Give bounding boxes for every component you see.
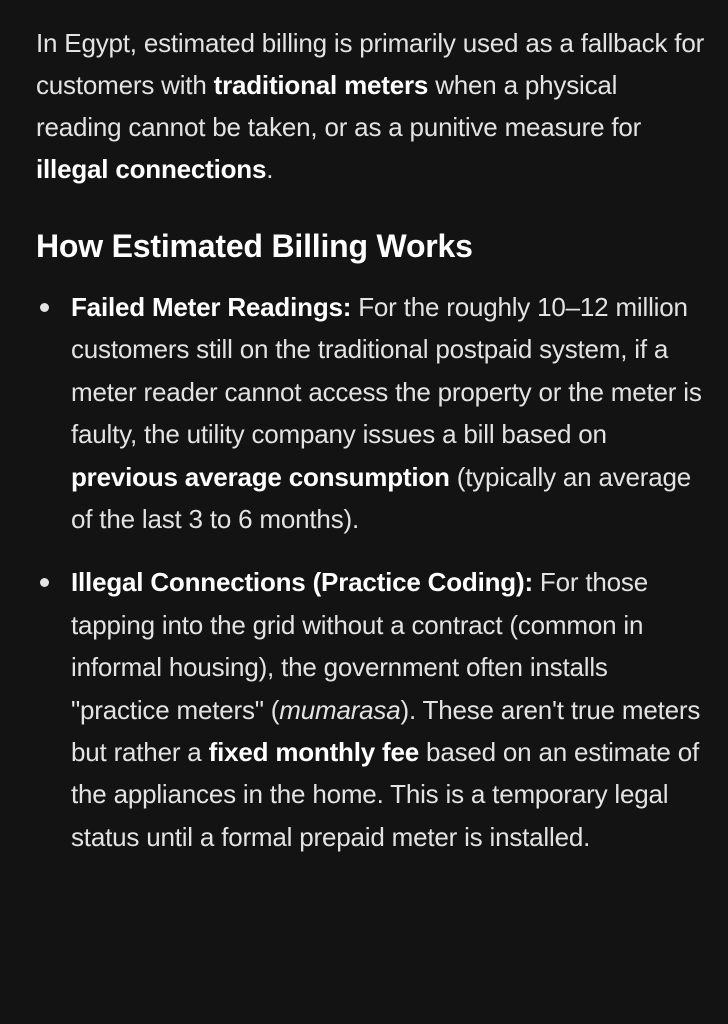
- list-item: [36, 561, 708, 858]
- intro-text-1: In Egypt, estimated billing is primarily used as a fallback for customers with: [36, 28, 705, 100]
- item-label: Illegal Connections (Practice Coding):: [71, 567, 533, 598]
- item-text: For those tapping into the grid without a contract (common in informal housing), the government often installs "practice meters" (: [71, 567, 648, 725]
- intro-bold-traditional-meters: traditional meters: [213, 70, 429, 100]
- item-italic-text: mumarasa: [279, 694, 401, 725]
- bullet-list: [36, 286, 708, 858]
- intro-text-3: .: [266, 154, 274, 184]
- item-text: based on an estimate of the appliances in the home. This is a temporary legal status until a formal prepaid meter is installed.: [71, 737, 699, 852]
- item-text: ). These aren't true meters but rather a: [71, 694, 701, 768]
- response-content: [36, 22, 708, 858]
- item-text: (typically an average of the last 3 to 6 months).: [71, 461, 692, 535]
- item-label: Failed Meter Readings:: [71, 292, 352, 322]
- intro-bold-illegal-connections: illegal connections: [36, 154, 267, 184]
- item-text: For the roughly 10–12 million customers still on the traditional postpaid system, if a meter reader cannot access the property or the meter is faulty, the utility company issues a bill based on: [71, 292, 702, 450]
- bullet-dot-icon: [40, 578, 49, 587]
- intro-text-2: when a physical reading cannot be taken, or as a punitive measure for: [36, 70, 642, 142]
- item-bold-text: fixed monthly fee: [208, 737, 420, 768]
- intro-paragraph: [36, 22, 708, 190]
- list-item: [36, 286, 708, 540]
- item-bold-text: previous average consumption: [71, 461, 450, 492]
- section-heading: How Estimated Billing Works: [36, 228, 473, 264]
- bullet-dot-icon: [40, 303, 49, 312]
